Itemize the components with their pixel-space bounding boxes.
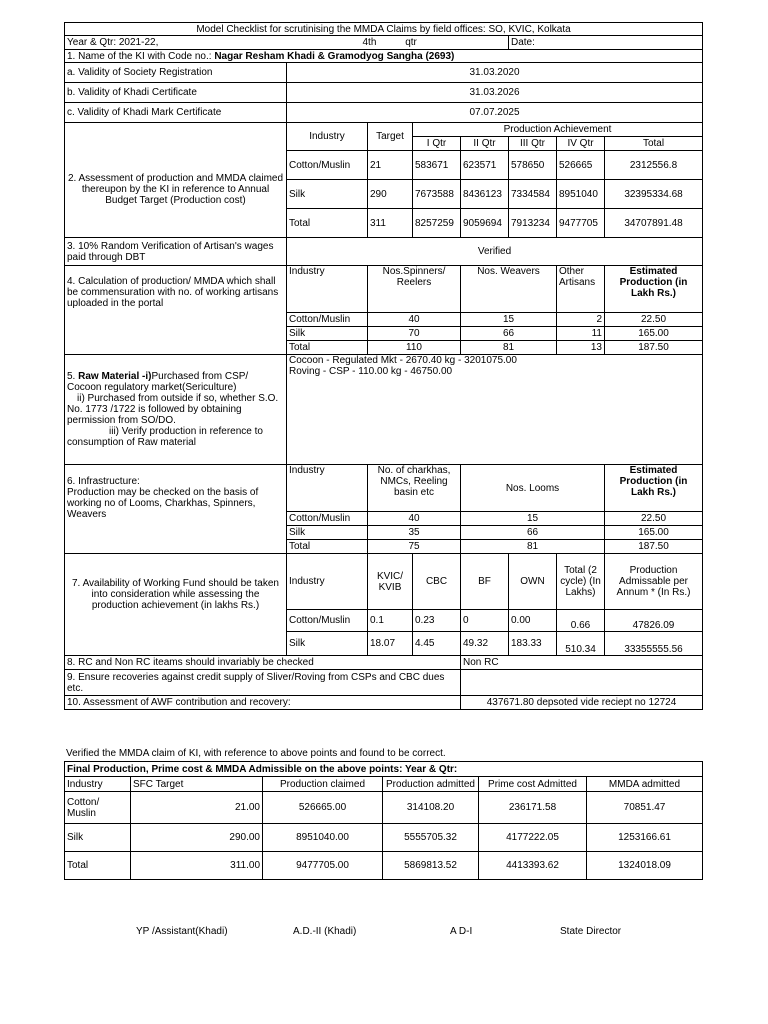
s7-prod: 47826.09 xyxy=(605,610,703,632)
khadi-cert-row xyxy=(65,83,703,103)
s7-h-own: OWN xyxy=(509,554,557,610)
s4-other: 13 xyxy=(557,341,605,355)
s9-label: 9. Ensure recoveries against credit supply of Sliver/Roving from CSPs and CBC dues etc. xyxy=(65,670,461,696)
title-row xyxy=(65,23,703,36)
s7-h-prod: Production Admissable per Annum * (In Rs.) xyxy=(605,554,703,610)
s2-total: 34707891.48 xyxy=(605,209,703,238)
final-prime: 4177222.05 xyxy=(479,824,587,852)
s2-h-target: Target xyxy=(368,123,413,151)
s6-est: 187.50 xyxy=(605,540,703,554)
s9-value xyxy=(461,670,703,696)
s6-est: 22.50 xyxy=(605,512,703,526)
s2-h-q3: III Qtr xyxy=(509,137,557,151)
s2-target: 21 xyxy=(368,151,413,180)
s5-line2: ii) Purchased from outside if so, whether S.O. No. 1773 /1722 is followed by obtaining permission from SO/DO. xyxy=(67,393,279,426)
s2-q4: 8951040 xyxy=(557,180,605,209)
society-reg-row xyxy=(65,63,703,83)
ki-name-cell xyxy=(65,50,703,63)
s10-row xyxy=(65,696,703,710)
s2-industry: Silk xyxy=(287,180,368,209)
ki-name-row xyxy=(65,50,703,63)
signature-ad1: A D-I xyxy=(450,926,473,937)
s2-q3: 7913234 xyxy=(509,209,557,238)
s7-h-total: Total (2 cycle) (In Lakhs) xyxy=(557,554,605,610)
s4-other: 2 xyxy=(557,313,605,327)
s2-total: 32395334.68 xyxy=(605,180,703,209)
final-mmda: 1324018.09 xyxy=(587,852,703,880)
s5-value-1: Cocoon - Regulated Mkt - 2670.40 kg - 3201075.00 xyxy=(289,355,517,366)
s5-line1 xyxy=(67,371,284,393)
s2-h-industry: Industry xyxy=(287,123,368,151)
s2-industry: Cotton/Muslin xyxy=(287,151,368,180)
s6-line1: 6. Infrastructure: xyxy=(67,476,140,487)
s5-label xyxy=(65,355,287,465)
checklist-sheet xyxy=(64,22,702,710)
s7-h-cbc: CBC xyxy=(413,554,461,610)
s2-q1: 8257259 xyxy=(413,209,461,238)
ki-name: Nagar Resham Khadi & Gramodyog Sangha (2693) xyxy=(214,50,455,62)
final-sfc: 290.00 xyxy=(131,824,263,852)
s7-h-industry: Industry xyxy=(287,554,368,610)
s6-charkhas: 35 xyxy=(368,526,461,540)
s8-row xyxy=(65,656,703,670)
s4-h-other: Other Artisans xyxy=(557,266,605,313)
qtr-cell xyxy=(362,36,509,50)
s4-label: 4. Calculation of production/ MMDA which shall be commensuration with no. of working artisans uploaded in the portal xyxy=(65,266,287,355)
s4-est: 22.50 xyxy=(605,313,703,327)
final-industry: Total xyxy=(65,852,131,880)
s4-weavers: 81 xyxy=(461,341,557,355)
s4-spinners: 110 xyxy=(368,341,461,355)
table-row xyxy=(65,792,703,824)
s9-row xyxy=(65,670,703,696)
s2-q3: 7334584 xyxy=(509,180,557,209)
s6-h-charkhas: No. of charkhas, NMCs, Reeling basin etc xyxy=(368,465,461,512)
s2-industry: Total xyxy=(287,209,368,238)
s6-charkhas: 40 xyxy=(368,512,461,526)
signature-ad2: A.D.-II (Khadi) xyxy=(293,926,357,937)
s6-h-est: Estimated Production (in Lakh Rs.) xyxy=(605,465,703,512)
s4-spinners: 40 xyxy=(368,313,461,327)
final-header-row xyxy=(65,777,703,792)
checklist-table xyxy=(64,22,703,710)
s2-target: 290 xyxy=(368,180,413,209)
final-claimed: 9477705.00 xyxy=(263,852,383,880)
khadi-cert-value: 31.03.2026 xyxy=(287,83,703,103)
s2-label: 2. Assessment of production and MMDA claimed thereupon by the KI in reference to Annual Budget Target (Production cost) xyxy=(65,123,287,238)
s10-value: 437671.80 depsoted vide reciept no 12724 xyxy=(461,696,703,710)
s3-value: Verified xyxy=(287,238,703,266)
s8-label: 8. RC and Non RC iteams should invariably be checked xyxy=(65,656,461,670)
s2-q3: 578650 xyxy=(509,151,557,180)
s2-q1: 583671 xyxy=(413,151,461,180)
s7-bf: 49.32 xyxy=(461,632,509,656)
page-title: Model Checklist for scrutinising the MMDA Claims by field offices: SO, KVIC, Kolkata xyxy=(65,23,703,36)
s7-own: 183.33 xyxy=(509,632,557,656)
s4-industry: Silk xyxy=(287,327,368,341)
s4-industry: Cotton/Muslin xyxy=(287,313,368,327)
final-prime: 4413393.62 xyxy=(479,852,587,880)
year-row xyxy=(65,36,703,50)
qtr-num: 4th xyxy=(362,37,377,48)
s6-label xyxy=(65,465,287,554)
s6-h-looms: Nos. Looms xyxy=(461,465,605,512)
year-qtr-text: Year & Qtr: 2021-22, xyxy=(67,37,159,48)
s7-bf: 0 xyxy=(461,610,509,632)
s4-est: 165.00 xyxy=(605,327,703,341)
s7-own: 0.00 xyxy=(509,610,557,632)
final-industry: Cotton/ Muslin xyxy=(65,792,131,824)
final-table xyxy=(64,761,703,880)
s7-cbc: 4.45 xyxy=(413,632,461,656)
s5-row xyxy=(65,355,703,465)
table-row xyxy=(65,852,703,880)
s4-est: 187.50 xyxy=(605,341,703,355)
final-h-claimed: Production claimed xyxy=(263,777,383,792)
s5-bold: Raw Material -i) xyxy=(78,371,152,382)
s7-cbc: 0.23 xyxy=(413,610,461,632)
final-mmda: 70851.47 xyxy=(587,792,703,824)
final-admitted: 5555705.32 xyxy=(383,824,479,852)
s7-total: 510.34 xyxy=(557,632,605,656)
s4-weavers: 15 xyxy=(461,313,557,327)
s7-prod: 33355555.56 xyxy=(605,632,703,656)
s7-h-bf: BF xyxy=(461,554,509,610)
s4-industry: Total xyxy=(287,341,368,355)
s2-h-q2: II Qtr xyxy=(461,137,509,151)
s4-header-row xyxy=(65,266,703,313)
s4-h-est: Estimated Production (in Lakh Rs.) xyxy=(605,266,703,313)
s6-looms: 15 xyxy=(461,512,605,526)
s4-h-spinners: Nos.Spinners/ Reelers xyxy=(368,266,461,313)
s7-header-row xyxy=(65,554,703,610)
s6-h-industry: Industry xyxy=(287,465,368,512)
s2-q4: 526665 xyxy=(557,151,605,180)
s8-value: Non RC xyxy=(461,656,703,670)
s2-q2: 8436123 xyxy=(461,180,509,209)
society-reg-value: 31.03.2020 xyxy=(287,63,703,83)
s6-looms: 81 xyxy=(461,540,605,554)
s2-header-row xyxy=(65,123,703,137)
s3-label: 3. 10% Random Verification of Artisan's wages paid through DBT xyxy=(65,238,287,266)
final-h-admitted: Production admitted xyxy=(383,777,479,792)
final-h-industry: Industry xyxy=(65,777,131,792)
qtr-word: qtr xyxy=(405,37,417,48)
s2-h-q1: I Qtr xyxy=(413,137,461,151)
s7-label: 7. Availability of Working Fund should be taken into consideration while assessing the production achievement (in lakhs Rs.) xyxy=(65,554,287,656)
final-mmda: 1253166.61 xyxy=(587,824,703,852)
s5-rest: Purchased from CSP/ Cocoon regulatory market(Sericulture) xyxy=(67,371,249,393)
s7-kvic: 18.07 xyxy=(368,632,413,656)
final-h-sfc: SFC Target xyxy=(131,777,263,792)
final-admitted: 5869813.52 xyxy=(383,852,479,880)
s2-h-prod: Production Achievement xyxy=(413,123,703,137)
s5-prefix: 5. xyxy=(67,371,79,382)
s2-total: 2312556.8 xyxy=(605,151,703,180)
s2-q2: 9059694 xyxy=(461,209,509,238)
society-reg-label: a. Validity of Society Registration xyxy=(65,63,287,83)
s4-h-weavers: Nos. Weavers xyxy=(461,266,557,313)
final-sfc: 311.00 xyxy=(131,852,263,880)
s2-h-total: Total xyxy=(605,137,703,151)
verified-note: Verified the MMDA claim of KI, with reference to above points and found to be correct. xyxy=(66,748,446,759)
s6-industry: Total xyxy=(287,540,368,554)
s10-label: 10. Assessment of AWF contribution and recovery: xyxy=(65,696,461,710)
final-sfc: 21.00 xyxy=(131,792,263,824)
s4-weavers: 66 xyxy=(461,327,557,341)
final-admitted: 314108.20 xyxy=(383,792,479,824)
final-h-prime: Prime cost Admitted xyxy=(479,777,587,792)
s7-industry: Cotton/Muslin xyxy=(287,610,368,632)
year-qtr-label xyxy=(65,36,413,50)
s6-est: 165.00 xyxy=(605,526,703,540)
s5-values xyxy=(287,355,703,465)
final-prime: 236171.58 xyxy=(479,792,587,824)
s7-industry: Silk xyxy=(287,632,368,656)
ki-name-label: 1. Name of the KI with Code no.: xyxy=(67,50,212,62)
s6-header-row xyxy=(65,465,703,512)
s2-q2: 623571 xyxy=(461,151,509,180)
s4-spinners: 70 xyxy=(368,327,461,341)
date-label: Date: xyxy=(509,36,703,50)
s4-h-industry: Industry xyxy=(287,266,368,313)
khadi-cert-label: b. Validity of Khadi Certificate xyxy=(65,83,287,103)
final-section xyxy=(64,761,702,880)
s6-industry: Silk xyxy=(287,526,368,540)
s2-q4: 9477705 xyxy=(557,209,605,238)
s3-row xyxy=(65,238,703,266)
s7-total: 0.66 xyxy=(557,610,605,632)
signature-state-director: State Director xyxy=(560,926,622,937)
table-row xyxy=(65,824,703,852)
final-claimed: 8951040.00 xyxy=(263,824,383,852)
final-claimed: 526665.00 xyxy=(263,792,383,824)
s5-value-2: Roving - CSP - 110.00 kg - 46750.00 xyxy=(289,366,453,377)
final-industry: Silk xyxy=(65,824,131,852)
s2-target: 311 xyxy=(368,209,413,238)
final-title-row xyxy=(65,762,703,777)
s4-other: 11 xyxy=(557,327,605,341)
signature-assistant: YP /Assistant(Khadi) xyxy=(136,926,228,937)
s5-line3: iii) Verify production in reference to consumption of Raw material xyxy=(67,426,263,448)
s2-h-q4: IV Qtr xyxy=(557,137,605,151)
khadi-mark-row xyxy=(65,103,703,123)
s6-line2: Production may be checked on the basis of working no of Looms, Charkhas, Spinners, Weavers xyxy=(67,487,259,520)
s7-h-kvic: KVIC/ KVIB xyxy=(368,554,413,610)
s6-looms: 66 xyxy=(461,526,605,540)
s7-kvic: 0.1 xyxy=(368,610,413,632)
khadi-mark-value: 07.07.2025 xyxy=(287,103,703,123)
final-title: Final Production, Prime cost & MMDA Admissible on the above points: Year & Qtr: xyxy=(65,762,703,777)
final-h-mmda: MMDA admitted xyxy=(587,777,703,792)
s6-charkhas: 75 xyxy=(368,540,461,554)
khadi-mark-label: c. Validity of Khadi Mark Certificate xyxy=(65,103,287,123)
s2-q1: 7673588 xyxy=(413,180,461,209)
s6-industry: Cotton/Muslin xyxy=(287,512,368,526)
